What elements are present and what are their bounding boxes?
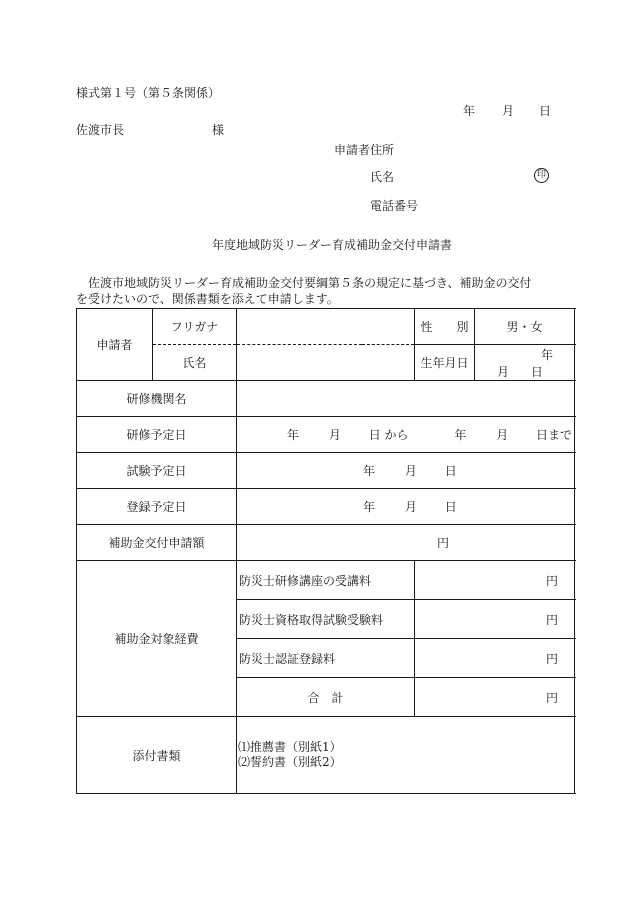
- exam-day: 日: [444, 464, 457, 478]
- applicant-phone-label: 電話番号: [370, 199, 419, 213]
- form-number: 様式第１号（第５条関係）: [76, 86, 221, 100]
- honorific: 様: [212, 123, 225, 137]
- exam-month: 月: [404, 464, 417, 478]
- addressee: 佐渡市長: [76, 123, 125, 137]
- birth-month: 月: [497, 364, 510, 379]
- attachments-list: [237, 717, 575, 794]
- application-table: [76, 308, 575, 794]
- training-org-label: 研修機関名: [77, 381, 237, 417]
- expense-amount-registration-fee[interactable]: 円: [415, 639, 575, 678]
- gender-label: 性 別: [415, 309, 475, 345]
- amount-label: 補助金交付申請額: [77, 525, 237, 561]
- attachment-recommendation: ⑴推薦書（別紙1）: [238, 740, 342, 754]
- expense-item-tuition: 防災士研修講座の受講料: [237, 561, 415, 600]
- registration-date-field[interactable]: [237, 489, 575, 525]
- training-end-year: 年: [454, 428, 467, 442]
- birthdate-field[interactable]: [475, 345, 575, 381]
- intro-line-1: 佐渡市地域防災リーダー育成補助金交付要綱第５条の規定に基づき、補助金の交付: [88, 276, 532, 290]
- training-end-day: 日まで: [536, 428, 573, 442]
- name-field[interactable]: [237, 345, 415, 381]
- registration-date-label: 登録予定日: [77, 489, 237, 525]
- birth-day: 日: [530, 364, 543, 379]
- training-start-year: 年: [287, 428, 300, 442]
- amount-unit: 円: [437, 536, 450, 550]
- expense-item-registration-fee: 防災士認証登録料: [237, 639, 415, 678]
- expense-item-exam-fee: 防災士資格取得試験受験料: [237, 600, 415, 639]
- date-day: 日: [539, 104, 552, 118]
- gender-value[interactable]: 男・女: [475, 309, 575, 345]
- furigana-label: フリガナ: [153, 309, 237, 345]
- training-org-field[interactable]: [237, 381, 575, 417]
- exam-date-label: 試験予定日: [77, 453, 237, 489]
- training-end-month: 月: [496, 428, 509, 442]
- attachments-label: 添付書類: [77, 717, 237, 794]
- birthdate-label: 生年月日: [415, 345, 475, 381]
- name-label: 氏名: [153, 345, 237, 381]
- expenses-label: 補助金対象経費: [77, 561, 237, 717]
- total-amount[interactable]: 円: [415, 678, 575, 717]
- registration-year: 年: [363, 500, 376, 514]
- document-title: 年度地域防災リーダー育成補助金交付申請書: [212, 238, 453, 252]
- birth-year: 年: [541, 347, 554, 362]
- applicant-name-label: 氏名: [370, 170, 395, 184]
- training-date-field[interactable]: [237, 417, 575, 453]
- exam-year: 年: [363, 464, 376, 478]
- applicant-header: 申請者: [77, 309, 153, 381]
- seal-icon: 印: [534, 168, 549, 183]
- total-label: 合 計: [237, 678, 415, 717]
- attachment-pledge: ⑵誓約書（別紙2）: [238, 755, 342, 769]
- expense-amount-tuition[interactable]: 円: [415, 561, 575, 600]
- furigana-field[interactable]: [237, 309, 415, 345]
- registration-day: 日: [444, 500, 457, 514]
- training-start-day: 日 から: [368, 428, 409, 442]
- date-month: 月: [502, 104, 515, 118]
- intro-line-2: を受けたいので、関係書類を添えて申請します。: [76, 292, 339, 306]
- exam-date-field[interactable]: [237, 453, 575, 489]
- expense-amount-exam-fee[interactable]: 円: [415, 600, 575, 639]
- training-start-month: 月: [328, 428, 341, 442]
- registration-month: 月: [404, 500, 417, 514]
- applicant-address-label: 申請者住所: [334, 143, 395, 157]
- training-date-label: 研修予定日: [77, 417, 237, 453]
- date-year: 年: [463, 104, 476, 118]
- amount-field[interactable]: [237, 525, 575, 561]
